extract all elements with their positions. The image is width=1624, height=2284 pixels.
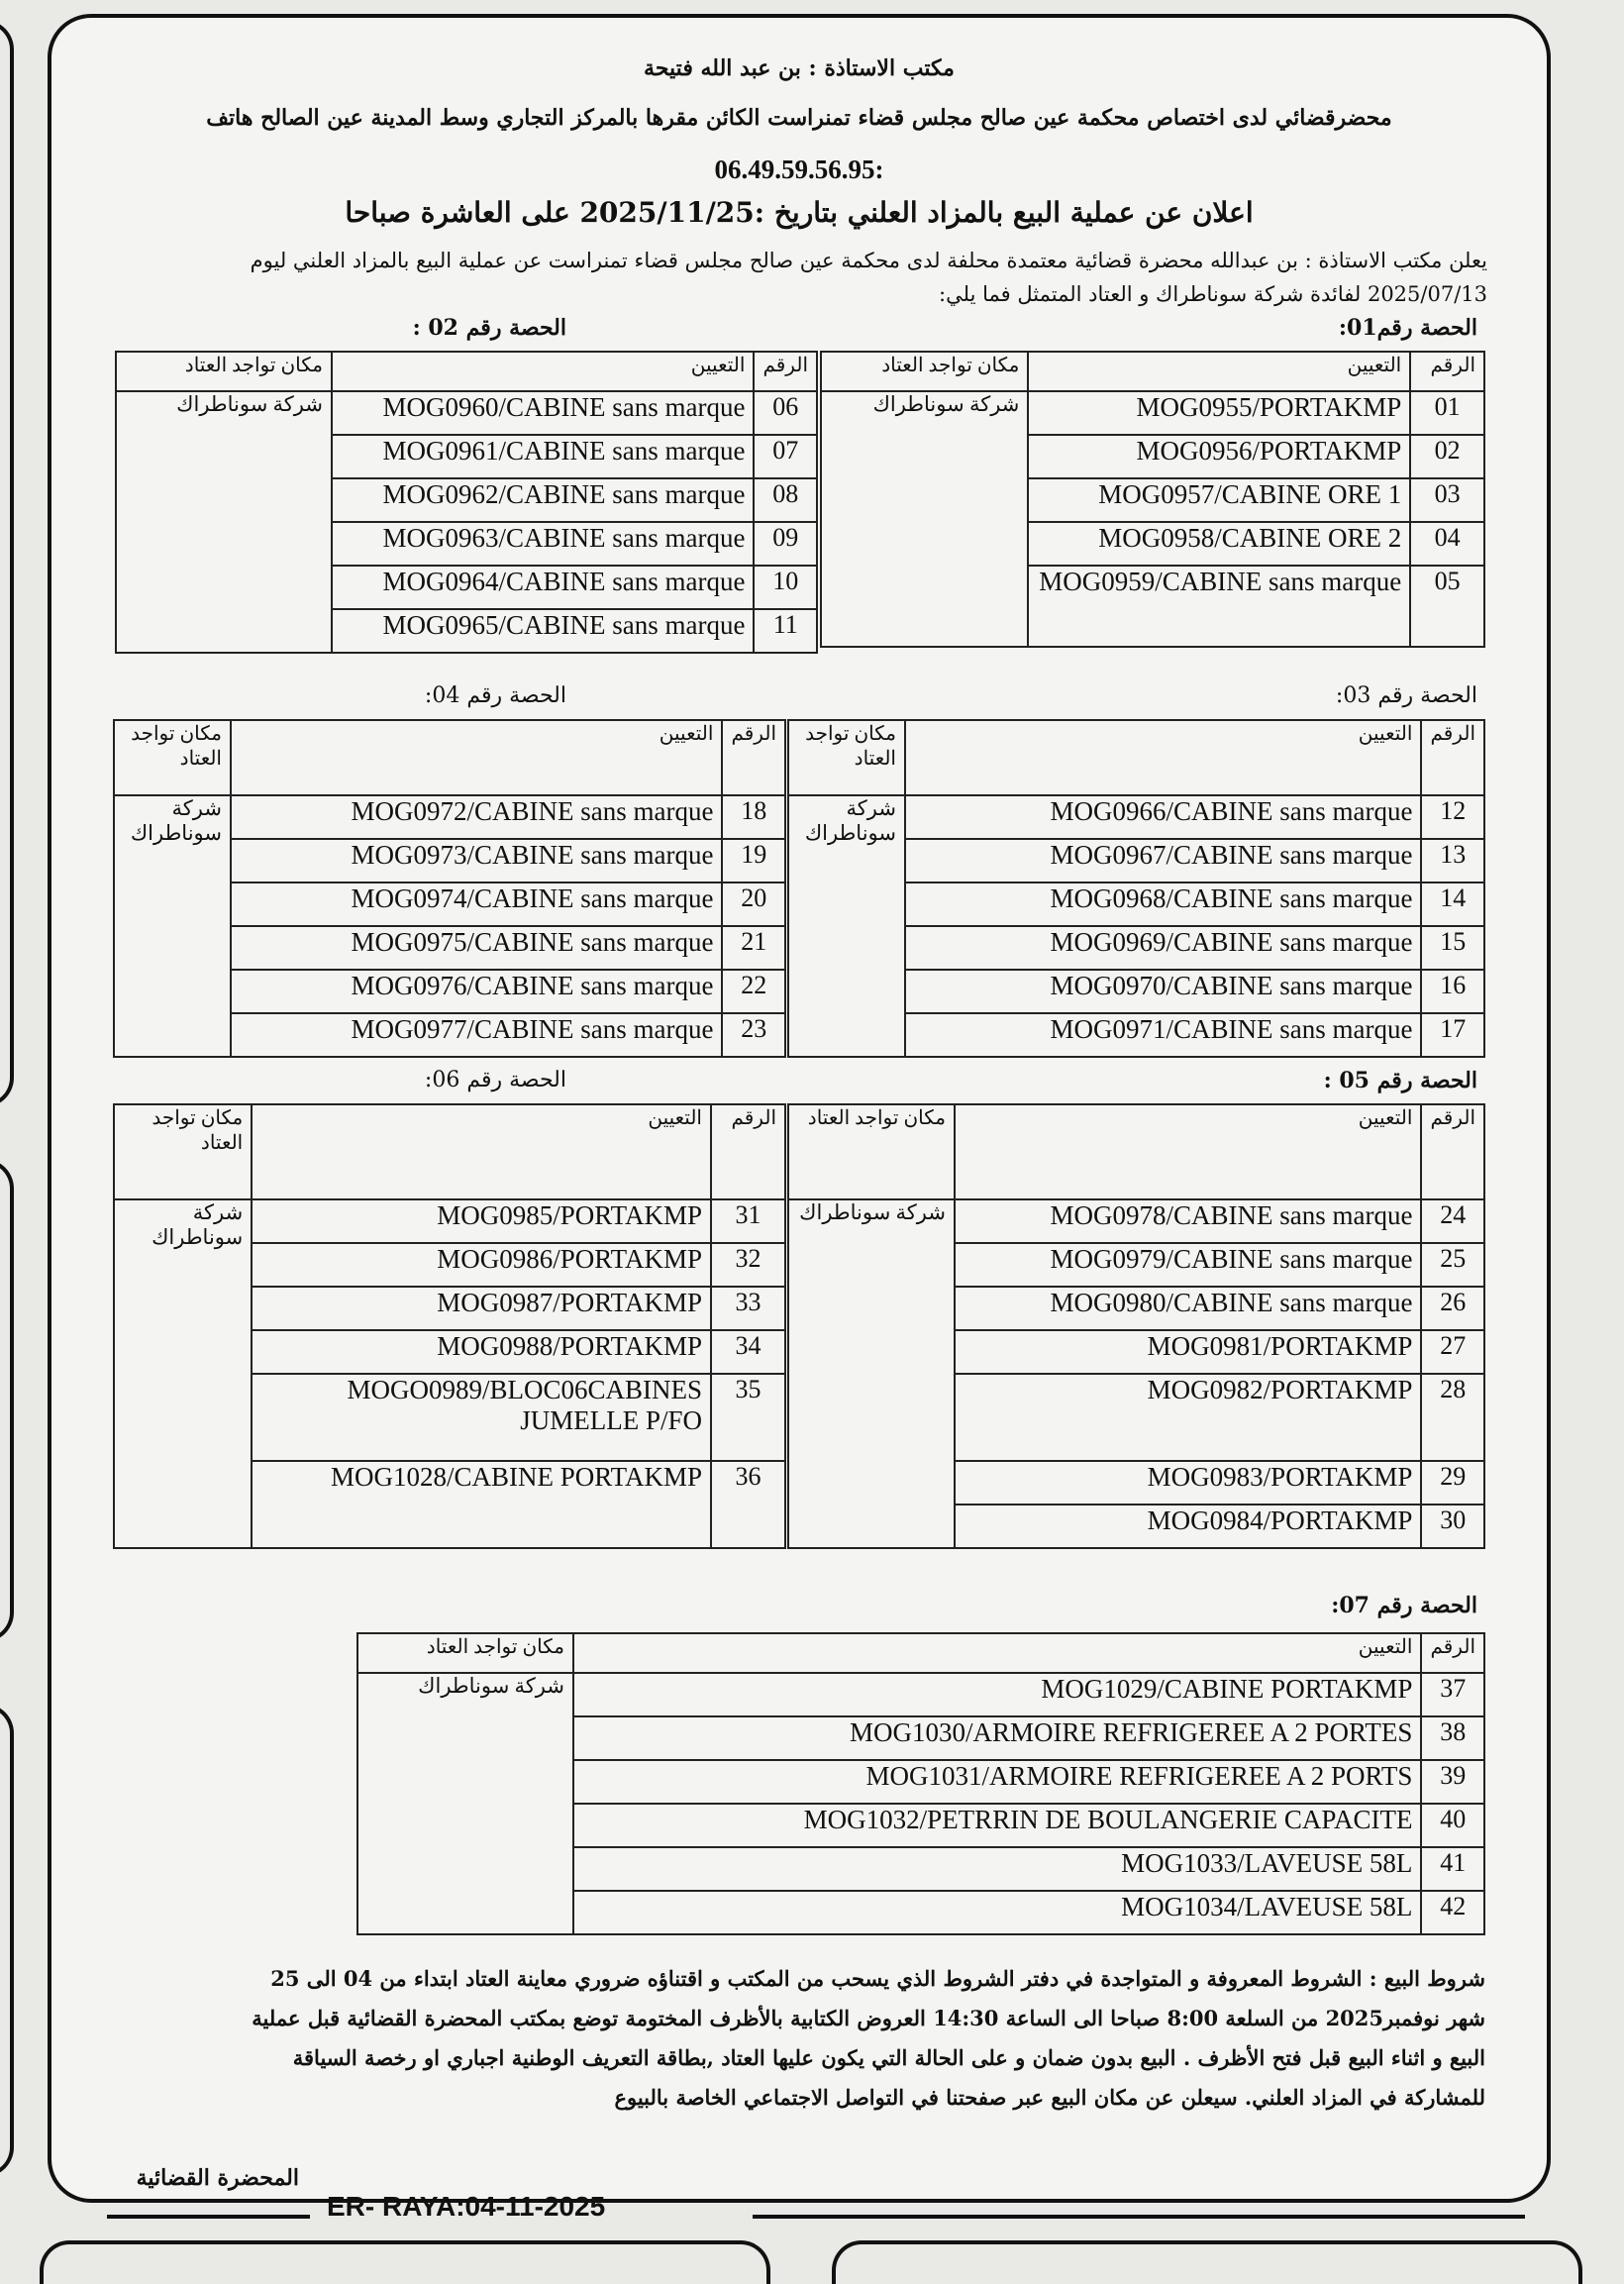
col-num-header: الرقم [711,1104,785,1199]
row-location: شركة سوناطراك [821,391,1028,647]
announcement-frame [48,14,1551,2203]
lot-01-title: الحصة رقم01: [1338,315,1477,341]
row-num: 06 [754,391,817,435]
row-designation: MOG0974/CABINE sans marque [231,882,722,926]
row-location: شركة سوناطراك [788,1199,955,1548]
row-designation: MOG0962/CABINE sans marque [332,478,754,522]
row-num: 09 [754,522,817,566]
row-designation: MOG0960/CABINE sans marque [332,391,754,435]
row-num: 33 [711,1287,785,1330]
row-designation: MOG0956/PORTAKMP [1028,435,1410,478]
row-designation: MOG1034/LAVEUSE 58L [573,1891,1421,1934]
row-num: 39 [1421,1760,1484,1804]
table-header-row [114,1104,785,1199]
office-name: مكتب الاستاذة : بن عبد الله فتيحة [644,55,955,81]
row-num: 22 [722,970,785,1013]
col-designation-header: التعيين [1028,352,1410,391]
row-designation: MOG0955/PORTAKMP [1028,391,1410,435]
row-designation: MOG0984/PORTAKMP [955,1505,1421,1548]
lot-07-title: الحصة رقم 07: [1331,1593,1477,1618]
row-num: 21 [722,926,785,970]
footer-line-right [753,2215,1525,2219]
row-designation: MOG0988/PORTAKMP [252,1330,711,1374]
lot-03-table [787,719,1485,1058]
row-designation: MOG1032/PETRRIN DE BOULANGERIE CAPACITE [573,1804,1421,1847]
office-details: محضرقضائي لدى اختصاص محكمة عين صالح مجلس قضاء تمنراست الكائن مقرها بالمركز التجاري وسط المدينة عين الصالح هاتف [206,105,1392,131]
row-designation: MOG0970/CABINE sans marque [905,970,1421,1013]
col-num-header: الرقم [1410,352,1484,391]
row-num: 37 [1421,1673,1484,1716]
row-num: 15 [1421,926,1484,970]
row-designation: MOG0966/CABINE sans marque [905,795,1421,839]
row-num: 42 [1421,1891,1484,1934]
row-designation: MOG0977/CABINE sans marque [231,1013,722,1057]
row-designation: MOG0975/CABINE sans marque [231,926,722,970]
col-designation-header: التعيين [905,720,1421,795]
left-margin-bracket-bottom [0,1704,14,2177]
col-num-header: الرقم [1421,1104,1484,1199]
row-num: 32 [711,1243,785,1287]
col-designation-header: التعيين [955,1104,1421,1199]
col-num-header: الرقم [1421,1633,1484,1673]
table-header-row [114,720,785,795]
lot-02-title: الحصة رقم 02 : [412,315,566,341]
row-num: 24 [1421,1199,1484,1243]
row-num: 01 [1410,391,1484,435]
col-location-header: مكان تواجد العتاد [114,1104,252,1199]
row-designation: MOG0976/CABINE sans marque [231,970,722,1013]
row-designation: MOG0980/CABINE sans marque [955,1287,1421,1330]
row-designation: MOG0968/CABINE sans marque [905,882,1421,926]
row-num: 36 [711,1461,785,1548]
row-location: شركة سوناطراك [116,391,332,653]
table-row [821,391,1484,435]
phone-number: 06.49.59.56.95: [714,155,884,184]
col-num-header: الرقم [1421,720,1484,795]
row-designation: MOG0971/CABINE sans marque [905,1013,1421,1057]
row-num: 14 [1421,882,1484,926]
col-location-header: مكان تواجد العتاد [116,352,332,391]
row-designation: MOG0982/PORTAKMP [955,1374,1421,1461]
row-num: 11 [754,609,817,653]
row-designation: MOG1031/ARMOIRE REFRIGEREE A 2 PORTS [573,1760,1421,1804]
announcement-title: اعلان عن عملية البيع بالمزاد العلني بتاريخ :2025/11/25 على العاشرة صباحا [345,196,1254,229]
col-designation-header: التعيين [573,1633,1421,1673]
row-num: 31 [711,1199,785,1243]
row-designation: MOG0957/CABINE ORE 1 [1028,478,1410,522]
lot-07-table [356,1632,1485,1935]
lot-06-title: الحصة رقم 06: [424,1068,566,1092]
row-designation: MOG0967/CABINE sans marque [905,839,1421,882]
lot-05-table [787,1103,1485,1549]
lot-04-title: الحصة رقم 04: [424,683,566,708]
row-num: 18 [722,795,785,839]
row-num: 04 [1410,522,1484,566]
row-designation: MOG0958/CABINE ORE 2 [1028,522,1410,566]
row-location: شركة سوناطراك [114,795,231,1057]
table-header-row [788,720,1484,795]
row-num: 07 [754,435,817,478]
row-num: 17 [1421,1013,1484,1057]
row-num: 38 [1421,1716,1484,1760]
footer-line-left [107,2215,310,2219]
row-designation: MOG0959/CABINE sans marque [1028,566,1410,647]
row-num: 03 [1410,478,1484,522]
row-num: 12 [1421,795,1484,839]
row-num: 13 [1421,839,1484,882]
left-margin-bracket-middle [0,1159,14,1642]
row-designation: MOG1030/ARMOIRE REFRIGEREE A 2 PORTES [573,1716,1421,1760]
col-location-header: مكان تواجد العتاد [357,1633,573,1673]
row-num: 05 [1410,566,1484,647]
row-designation: MOGO0989/BLOC06CABINES JUMELLE P/FO [252,1374,711,1461]
row-num: 28 [1421,1374,1484,1461]
intro-paragraph: يعلن مكتب الاستاذة : بن عبدالله محضرة قضائية معتمدة محلفة لدى محكمة عين صالح مجلس قضاء تمنراست عن عملية البيع بالمزاد العلني ليوم 2025/07/13 لفائدة شركة سوناطراك و العتاد المتمثل فما يلي: [250,249,1487,306]
row-num: 25 [1421,1243,1484,1287]
row-designation: MOG0987/PORTAKMP [252,1287,711,1330]
table-header-row [116,352,817,391]
table-header-row [821,352,1484,391]
col-location-header: مكان تواجد العتاد [788,1104,955,1199]
row-num: 02 [1410,435,1484,478]
row-num: 20 [722,882,785,926]
lot-06-table [113,1103,786,1549]
row-designation: MOG0985/PORTAKMP [252,1199,711,1243]
row-designation: MOG1028/CABINE PORTAKMP [252,1461,711,1548]
row-designation: MOG0973/CABINE sans marque [231,839,722,882]
row-num: 16 [1421,970,1484,1013]
row-num: 29 [1421,1461,1484,1505]
row-designation: MOG0979/CABINE sans marque [955,1243,1421,1287]
table-row [114,795,785,839]
newspaper-reference: ER- RAYA:04-11-2025 [327,2191,606,2222]
table-row [788,1199,1484,1243]
row-designation: MOG0963/CABINE sans marque [332,522,754,566]
table-row [114,1199,785,1243]
table-header-row [357,1633,1484,1673]
lot-02-table [115,351,818,654]
row-designation: MOG0961/CABINE sans marque [332,435,754,478]
row-designation: MOG0969/CABINE sans marque [905,926,1421,970]
row-num: 27 [1421,1330,1484,1374]
left-margin-bracket-top [0,20,14,1107]
col-num-header: الرقم [722,720,785,795]
sale-conditions: شروط البيع : الشروط المعروفة و المتواجدة في دفتر الشروط الذي يسحب من المكتب و اقتناؤه ضروري معاينة العتاد ابتداء من 04 الى 25 شهر نوفمبر2025 من السلعة 8:00 صباحا الى الساعة 14:30 العروض الكتابية بالأظرف المختومة توضع بمكتب المحضرة القضائية قبل عملية البيع و اثناء البيع قبل فتح الأظرف . البيع بدون ضمان و على الحالة التي يكون عليها العتاد ,بطاقة التعريف الوطنية اجباري او رخصة السياقة للمشاركة في المزاد العلني. سيعلن عن مكان البيع عبر صفحتنا في التواصل الاجتماعي الخاصة بالبيوع [252,1966,1485,2110]
row-num: 30 [1421,1505,1484,1548]
row-location: شركة سوناطراك [357,1673,573,1934]
col-designation-header: التعيين [252,1104,711,1199]
lot-05-title: الحصة رقم 05 : [1323,1068,1477,1093]
row-num: 35 [711,1374,785,1461]
table-header-row [788,1104,1484,1199]
table-row [116,391,817,435]
col-location-header: مكان تواجد العتاد [114,720,231,795]
table-row [788,795,1484,839]
table-row [357,1673,1484,1716]
lot-01-table [820,351,1485,648]
col-num-header: الرقم [754,352,817,391]
col-location-header: مكان تواجد العتاد [788,720,905,795]
row-num: 23 [722,1013,785,1057]
row-num: 34 [711,1330,785,1374]
row-num: 40 [1421,1804,1484,1847]
col-location-header: مكان تواجد العتاد [821,352,1028,391]
row-designation: MOG0965/CABINE sans marque [332,609,754,653]
lot-04-table [113,719,786,1058]
row-designation: MOG0981/PORTAKMP [955,1330,1421,1374]
row-designation: MOG0986/PORTAKMP [252,1243,711,1287]
row-location: شركة سوناطراك [788,795,905,1057]
bottom-right-box-edge [832,2240,1582,2284]
bailiff-signature-label: المحضرة القضائية [136,2165,299,2191]
bottom-left-box-edge [40,2240,770,2284]
row-designation: MOG1029/CABINE PORTAKMP [573,1673,1421,1716]
row-designation: MOG0972/CABINE sans marque [231,795,722,839]
row-designation: MOG0964/CABINE sans marque [332,566,754,609]
row-num: 41 [1421,1847,1484,1891]
lot-03-title: الحصة رقم 03: [1335,683,1477,708]
col-designation-header: التعيين [231,720,722,795]
col-designation-header: التعيين [332,352,754,391]
row-location: شركة سوناطراك [114,1199,252,1548]
row-designation: MOG0983/PORTAKMP [955,1461,1421,1505]
row-designation: MOG1033/LAVEUSE 58L [573,1847,1421,1891]
row-num: 19 [722,839,785,882]
row-num: 08 [754,478,817,522]
row-designation: MOG0978/CABINE sans marque [955,1199,1421,1243]
row-num: 10 [754,566,817,609]
row-num: 26 [1421,1287,1484,1330]
